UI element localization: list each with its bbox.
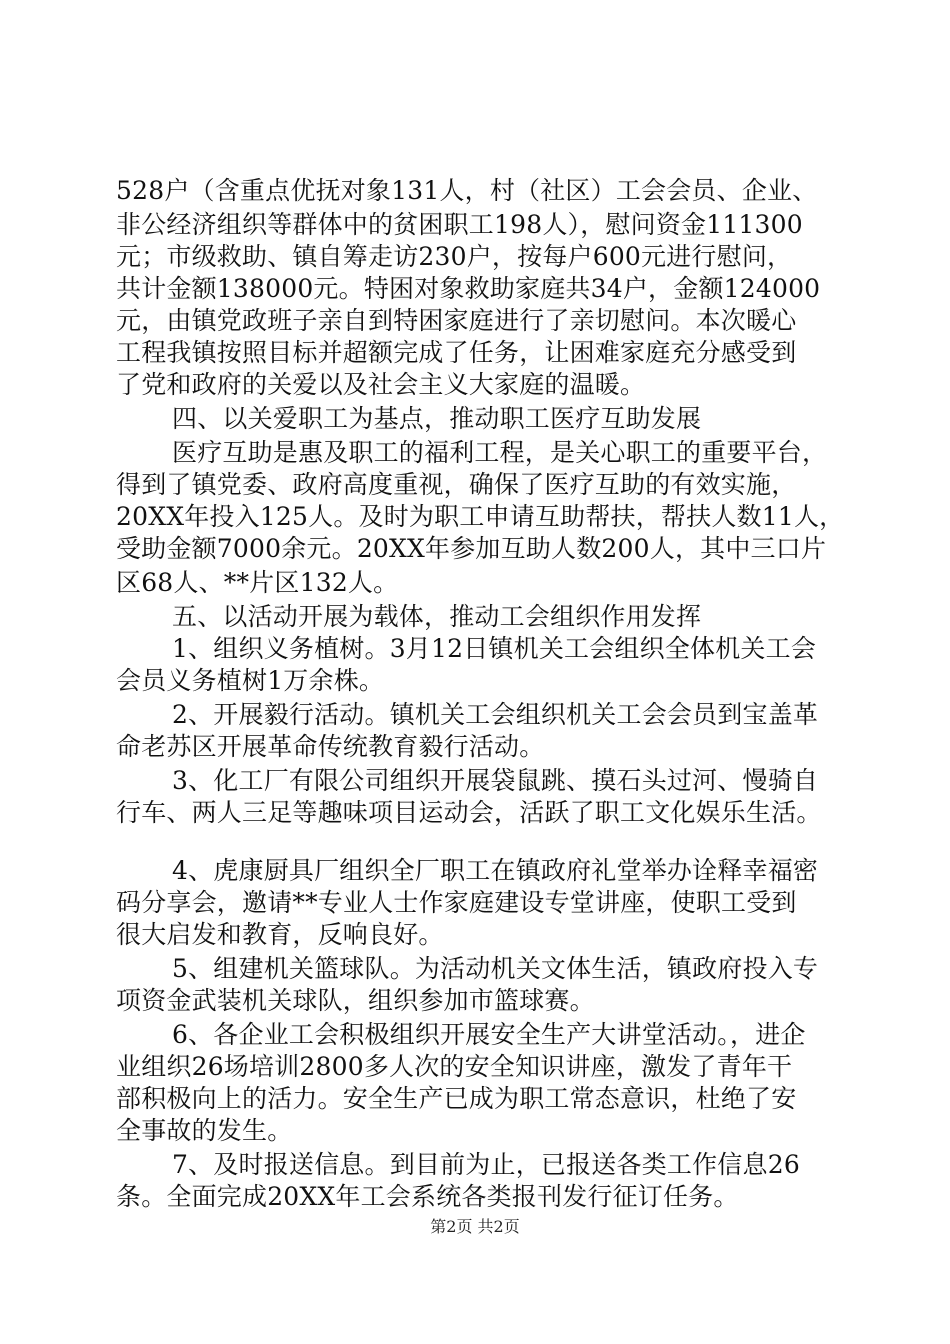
text-line: 得到了镇党委、政府高度重视，确保了医疗互助的有效实施，	[116, 470, 797, 499]
text-line: 码分享会，邀请**专业人士作家庭建设专堂讲座，使职工受到	[116, 888, 797, 917]
text-line: 会员义务植树1万余株。	[116, 666, 385, 695]
text-line: 全事故的发生。	[116, 1116, 293, 1145]
text-line: 项资金武装机关球队，组织参加市篮球赛。	[116, 986, 595, 1015]
text-line: 7、及时报送信息。到目前为止，已报送各类工作信息26	[172, 1150, 800, 1179]
section-heading: 五、以活动开展为载体，推动工会组织作用发挥	[172, 602, 702, 631]
text-line: 条。全面完成20XX年工会系统各类报刊发行征订任务。	[116, 1182, 739, 1211]
text-line: 了党和政府的关爱以及社会主义大家庭的温暖。	[116, 370, 646, 399]
text-line: 4、虎康厨具厂组织全厂职工在镇政府礼堂举办诠释幸福密	[172, 856, 819, 885]
text-line: 3、化工厂有限公司组织开展袋鼠跳、摸石头过河、慢骑自	[172, 766, 819, 795]
text-line: 医疗互助是惠及职工的福利工程，是关心职工的重要平台，	[172, 438, 828, 467]
text-line: 受助金额7000余元。20XX年参加互助人数200人，其中三口片	[116, 534, 827, 563]
text-line: 区68人、**片区132人。	[116, 568, 399, 597]
text-line: 部积极向上的活力。安全生产已成为职工常态意识，杜绝了安	[116, 1084, 797, 1113]
text-line: 非公经济组织等群体中的贫困职工198人），慰问资金111300	[116, 210, 803, 239]
section-heading: 四、以关爱职工为基点，推动职工医疗互助发展	[172, 404, 702, 433]
text-line: 5、组建机关篮球队。为活动机关文体生活，镇政府投入专	[172, 954, 819, 983]
text-line: 2、开展毅行活动。镇机关工会组织机关工会会员到宝盖革	[172, 700, 819, 729]
text-line: 元，由镇党政班子亲自到特困家庭进行了亲切慰问。本次暖心	[116, 306, 797, 335]
text-line: 528户（含重点优抚对象131人，村（社区）工会会员、企业、	[116, 176, 818, 205]
text-line: 工程我镇按照目标并超额完成了任务，让困难家庭充分感受到	[116, 338, 797, 367]
text-line: 共计金额138000元。特困对象救助家庭共34户，金额124000	[116, 274, 821, 303]
text-line: 行车、两人三足等趣味项目运动会，活跃了职工文化娱乐生活。	[116, 798, 822, 827]
text-line: 业组织26场培训2800多人次的安全知识讲座，激发了青年干	[116, 1052, 793, 1081]
text-line: 20XX年投入125人。及时为职工申请互助帮扶，帮扶人数11人，	[116, 502, 845, 531]
text-line: 1、组织义务植树。3月12日镇机关工会组织全体机关工会	[172, 634, 817, 663]
text-line: 命老苏区开展革命传统教育毅行活动。	[116, 732, 545, 761]
text-line: 很大启发和教育，反响良好。	[116, 920, 444, 949]
text-line: 元；市级救助、镇自筹走访230户，按每户600元进行慰问，	[116, 242, 793, 271]
text-line: 6、各企业工会积极组织开展安全生产大讲堂活动。，进企	[172, 1020, 806, 1049]
page-number-footer: 第2页 共2页	[430, 1217, 520, 1236]
